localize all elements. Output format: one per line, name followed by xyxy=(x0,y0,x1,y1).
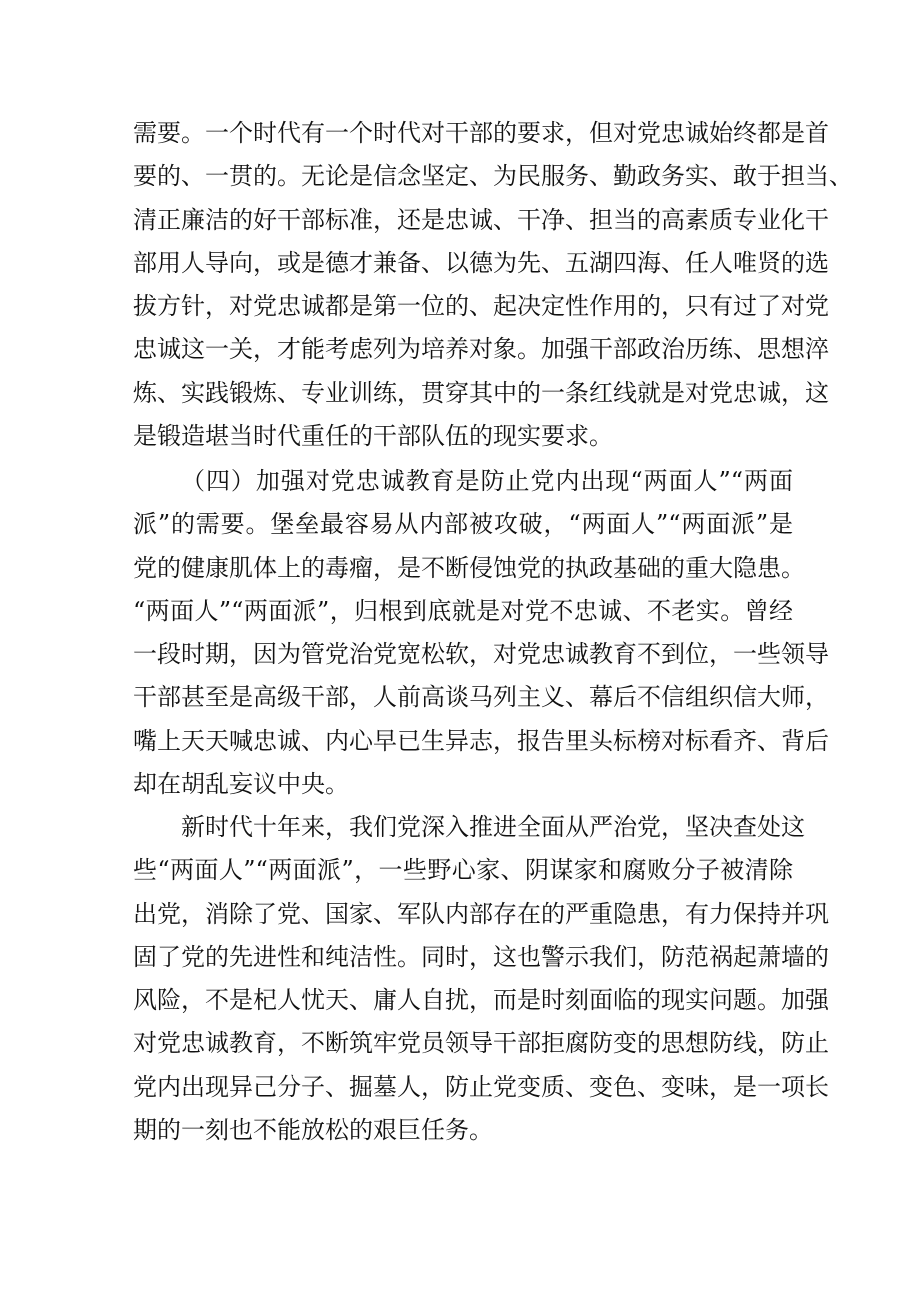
text-line: 需要。一个时代有一个时代对干部的要求，但对党忠诚始终都是首 xyxy=(133,119,829,147)
paragraph-section-four xyxy=(133,460,829,806)
text-line: 风险，不是杞人忧天、庸人自扰，而是时刻面临的现实问题。加强 xyxy=(133,986,829,1015)
text-line: 拔方针，对党忠诚都是第一位的、起决定性作用的，只有过了对党 xyxy=(133,292,829,321)
text-line: 新时代十年来，我们党深入推进全面从严治党，坚决查处这 xyxy=(181,813,805,841)
text-line: 忠诚这一关，才能考虑列为培养对象。加强干部政治历练、思想淬 xyxy=(133,335,829,364)
text-line: 是锻造堪当时代重任的干部队伍的现实要求。 xyxy=(133,422,613,451)
text-line: 要的、一贯的。无论是信念坚定、为民服务、勤政务实、敢于担当、 xyxy=(133,162,853,191)
text-line: 党内出现异己分子、掘墓人，防止党变质、变色、变味，是一项长 xyxy=(133,1072,829,1101)
text-line: 炼、实践锻炼、专业训练，贯穿其中的一条红线就是对党忠诚，这 xyxy=(133,378,829,407)
text-line: 固了党的先进性和纯洁性。同时，这也警示我们，防范祸起萧墙的 xyxy=(133,942,829,971)
paragraph-continuation xyxy=(133,112,853,458)
text-line: 清正廉洁的好干部标准，还是忠诚、干净、担当的高素质专业化干 xyxy=(133,205,829,234)
text-line: “两面人”“两面派”，归根到底就是对党不忠诚、不老实。曾经 xyxy=(133,596,793,625)
text-line: 党的健康肌体上的毒瘤，是不断侵蚀党的执政基础的重大隐患。 xyxy=(133,553,805,582)
text-line: 干部甚至是高级干部，人前高谈马列主义、幕后不信组织信大师， xyxy=(133,683,829,712)
text-line: 却在胡乱妄议中央。 xyxy=(133,770,349,799)
text-line: 嘴上天天喊忠诚、内心早已生异志，报告里头标榜对标看齐、背后 xyxy=(133,726,829,755)
text-line: 出党，消除了党、国家、军队内部存在的严重隐患，有力保持并巩 xyxy=(133,899,829,928)
text-line: （四）加强对党忠诚教育是防止党内出现“两面人”“两面 xyxy=(181,467,793,495)
text-line: 一段时期，因为管党治党宽松软，对党忠诚教育不到位，一些领导 xyxy=(133,640,829,669)
text-line: 派”的需要。堡垒最容易从内部被攻破，“两面人”“两面派”是 xyxy=(133,510,793,539)
text-line: 对党忠诚教育，不断筑牢党员领导干部拒腐防变的思想防线，防止 xyxy=(133,1029,829,1058)
text-line: 部用人导向，或是德才兼备、以德为先、五湖四海、任人唯贤的选 xyxy=(133,248,829,277)
text-line: 些“两面人”“两面派”，一些野心家、阴谋家和腐败分子被清除 xyxy=(133,856,793,885)
paragraph-new-era xyxy=(133,806,829,1152)
text-line: 期的一刻也不能放松的艰巨任务。 xyxy=(133,1116,493,1145)
